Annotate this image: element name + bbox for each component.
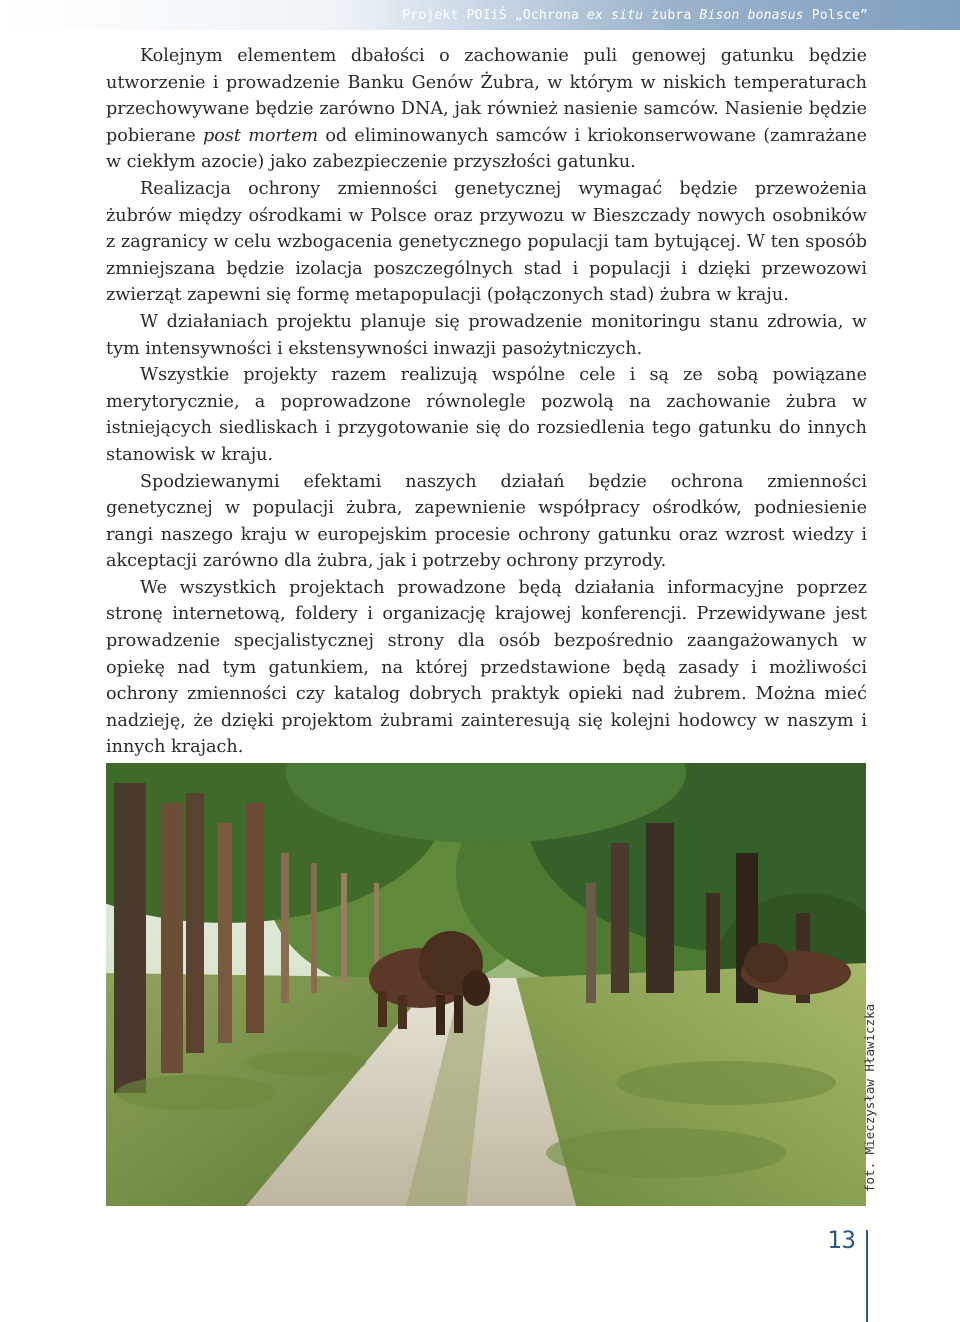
running-header: Projekt POIiŚ „Ochrona ex situ żubra Bison bonasus Polsce” <box>402 8 868 23</box>
paragraph-gene-bank: Kolejnym elementem dbałości o zachowanie puli genowej gatunku będzie utworzenie i prowadzenie Banku Genów Żubra, w którym w niskich temperaturach przechowywane będzie zarówno DNA, jak również nasienie samców. Nasienie będzie pobierane post mortem od eliminowanych samców i kriokonserwowane (zamrażane w ciekłym azocie) jako zabezpieczenie przyszłości gatunku. <box>106 46 867 173</box>
paragraph-joint-projects: Wszystkie projekty razem realizują wspólne cele i są ze sobą powiązane merytorycznie, a poprowadzone równolegle pozwolą na zachowanie żubra w istniejących siedliskach i przygotowanie się do rozsiedlenia tego gatunku do innych stanowisk w kraju. <box>106 365 867 465</box>
bison-forest-photo <box>106 763 866 1206</box>
header-band <box>0 0 960 30</box>
photo-credit: fot. Mieczysław Hławiczka <box>862 1003 877 1192</box>
paragraph-health-monitoring: W działaniach projektu planuje się prowadzenie monitoringu stanu zdrowia, w tym intensywności i ekstensywności inwazji pasożytniczych. <box>106 311 867 359</box>
article-body <box>106 43 867 761</box>
paragraph-information-activities: We wszystkich projektach prowadzone będą działania informacyjne poprzez stronę internetową, foldery i organizację krajowej konferencji. Przewidywane jest prowadzenie specjalistycznej strony dla osób bezpośrednio zaangażowanych w opiekę nad tym gatunkiem, na której przedstawione będą zasady i możliwości ochrony zmienności czy katalog dobrych praktyk opieki nad żubrem. Można mieć nadzieję, że dzięki projektom żubrami zainteresują się kolejni hodowcy w naszym i innych krajach. <box>106 577 867 758</box>
page-number-rule <box>866 1230 868 1322</box>
paragraph-expected-effects: Spodziewanymi efektami naszych działań będzie ochrona zmienności genetycznej w populacji żubra, zapewnienie współpracy ośrodków, podniesienie rangi naszego kraju w europejskim procesie ochrony gatunku oraz wzrost wiedzy i akceptacji zarówno dla żubra, jak i potrzeby ochrony przyrody. <box>106 471 867 572</box>
page-number: 13 <box>827 1226 856 1254</box>
paragraph-genetic-variability: Realizacja ochrony zmienności genetycznej wymagać będzie przewożenia żubrów między ośrodkami w Polsce oraz przywozu w Bieszczady nowych osobników z zagranicy w celu wzbogacenia genetycznego populacji tam bytującej. W ten sposób zmniejszana będzie izolacja poszczególnych stad i populacji i dzięki przewozowi zwierząt zapewni się formę metapopulacji (połączonych stad) żubra w kraju. <box>106 178 867 306</box>
